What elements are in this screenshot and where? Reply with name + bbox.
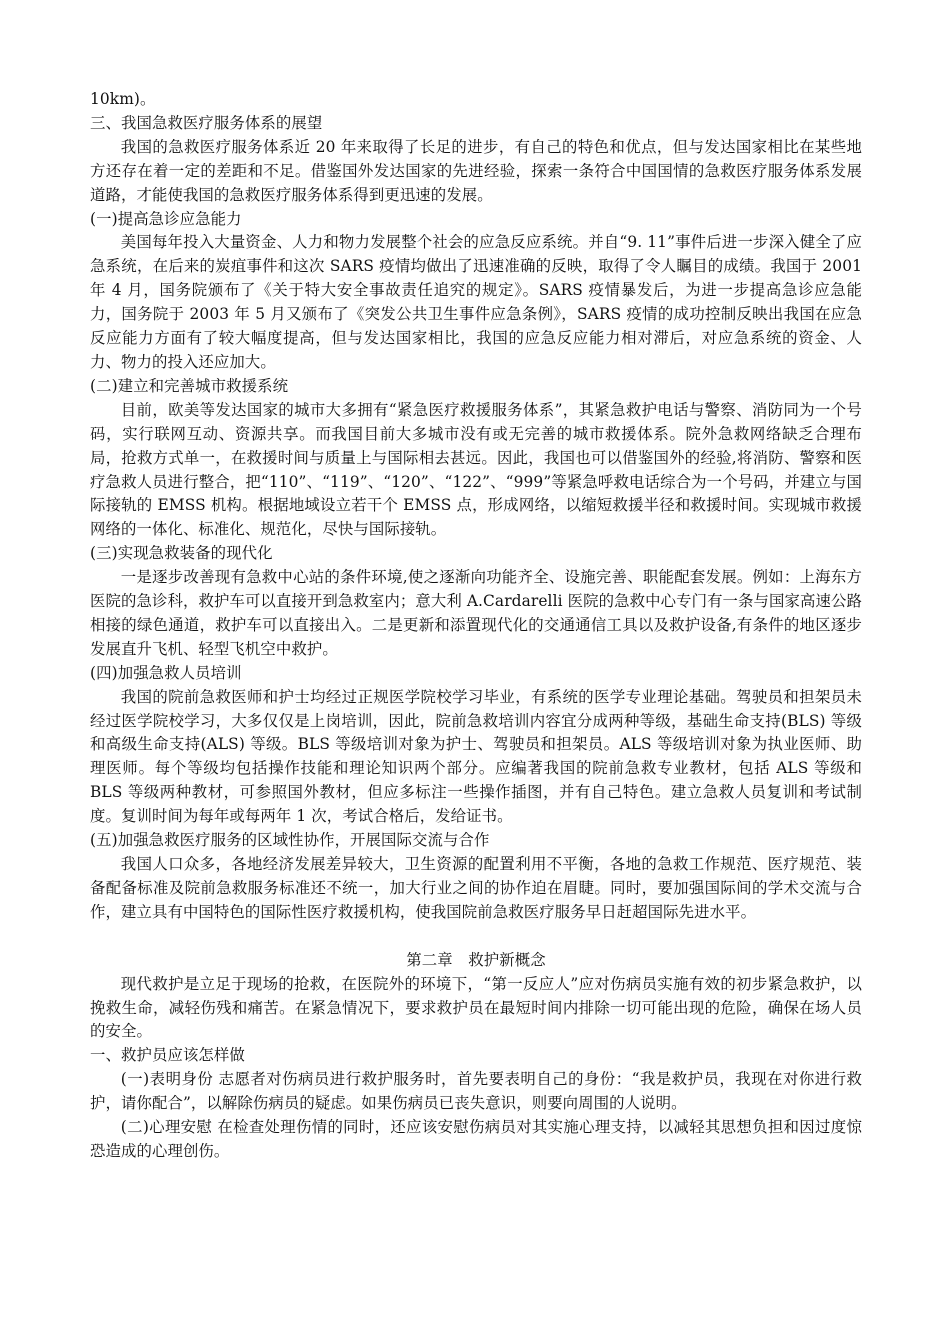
- chapter-title: 第二章 救护新概念: [406, 950, 546, 969]
- paragraph: 我国的院前急救医师和护士均经过正规医学院校学习毕业，有系统的医学专业理论基础。驾驶员和担架员未经过医学院校学习，大多仅仅是上岗培训，因此，院前急救培训内容宜分成两种等级，基础生命支持(BLS) 等级和高级生命支持(ALS) 等级。BLS 等级培训对象为护士、驾驶员和担架员。ALS 等级培训对象为执业医师、助理医师。每个等级均包括操作技能和理论知识两个部分。应编著我国的院前急救专业教材，包括 ALS 等级和 BLS 等级两种教材，可参照国外教材，但应多标注一些操作插图，并有自己特色。建立急救人员复训和考试制度。复训时间为每年或每两年 1 次，考试合格后，发给证书。: [90, 687, 862, 826]
- subsection-heading: (三)实现急救装备的现代化: [90, 544, 273, 563]
- document-page: [90, 88, 862, 1164]
- list-item: (二)心理安慰 在检查处理伤情的同时，还应该安慰伤病员对其实施心理支持，以减轻其思想负担和因过度惊恐造成的心理创伤。: [90, 1118, 862, 1160]
- subsection-heading: (一)提高急诊应急能力: [90, 209, 242, 228]
- subsection-heading: (二)建立和完善城市救援系统: [90, 376, 289, 395]
- subsection-heading: (四)加强急救人员培训: [90, 663, 242, 682]
- section-heading: 一、救护员应该怎样做: [90, 1046, 245, 1065]
- section-heading: 三、我国急救医疗服务体系的展望: [90, 113, 323, 132]
- carry-over-line: 10km)。: [90, 90, 156, 108]
- paragraph: 现代救护是立足于现场的抢救，在医院外的环境下，“第一反应人”应对伤病员实施有效的初步紧急救护，以挽救生命，减轻伤残和痛苦。在紧急情况下，要求救护员在最短时间内排除一切可能出现的危险，确保在场人员的安全。: [90, 974, 862, 1041]
- paragraph: 我国的急救医疗服务体系近 20 年来取得了长足的进步，有自己的特色和优点，但与发达国家相比在某些地方还存在着一定的差距和不足。借鉴国外发达国家的先进经验，探索一条符合中国国情的急救医疗服务体系发展道路，才能使我国的急救医疗服务体系得到更迅速的发展。: [90, 137, 862, 204]
- paragraph: 目前，欧美等发达国家的城市大多拥有“紧急医疗救援服务体系”，其紧急救护电话与警察、消防同为一个号码，实行联网互动、资源共享。而我国目前大多城市没有或无完善的城市救援体系。院外急救网络缺乏合理布局，抢救方式单一，在救援时间与质量上与国际相去甚远。因此，我国也可以借鉴国外的经验,将消防、警察和医疗急救人员进行整合，把“110”、“119”、“120”、“122”、“999”等紧急呼救电话综合为一个号码，并建立与国际接轨的 EMSS 机构。根据地域设立若干个 EMSS 点，形成网络，以缩短救援半径和救援时间。实现城市救援网络的一体化、标准化、规范化，尽快与国际接轨。: [90, 400, 862, 539]
- subsection-heading: (五)加强急救医疗服务的区域性协作，开展国际交流与合作: [90, 831, 490, 850]
- list-item: (一)表明身份 志愿者对伤病员进行救护服务时，首先要表明自己的身份：“我是救护员，我现在对你进行救护，请你配合”，以解除伤病员的疑虑。如果伤病员已丧失意识，则要向周围的人说明。: [90, 1070, 862, 1113]
- paragraph: 我国人口众多，各地经济发展差异较大，卫生资源的配置利用不平衡，各地的急救工作规范、医疗规范、装备配备标准及院前急救服务标准还不统一，加大行业之间的协作迫在眉睫。同时，要加强国际间的学术交流与合作，建立具有中国特色的国际性医疗救援机构，使我国院前急救医疗服务早日赶超国际先进水平。: [90, 855, 862, 921]
- paragraph: 美国每年投入大量资金、人力和物力发展整个社会的应急反应系统。并自“9. 11”事件后进一步深入健全了应急系统，在后来的炭疽事件和这次 SARS 疫情均做出了迅速准确的反映，取得了令人瞩目的成绩。我国于 2001 年 4 月，国务院颁布了《关于特大安全事故责任追究的规定》。SARS 疫情暴发后，为进一步提高急诊应急能力，国务院于 2003 年 5 月又颁布了《突发公共卫生事件应急条例》，SARS 疫情的成功控制反映出我国在应急反应能力方面有了较大幅度提高，但与发达国家相比，我国的应急反应能力相对滞后，对应急系统的资金、人力、物力的投入还应加大。: [90, 233, 862, 371]
- paragraph: 一是逐步改善现有急救中心站的条件环境,使之逐渐向功能齐全、设施完善、职能配套发展。例如：上海东方医院的急诊科，救护车可以直接开到急救室内；意大利 A.Cardarelli 医院的急救中心专门有一条与国家高速公路相接的绿色通道，救护车可以直接出入。二是更新和添置现代化的交通通信工具以及救护设备,有条件的地区逐步发展直升飞机、轻型飞机空中救护。: [90, 568, 862, 658]
